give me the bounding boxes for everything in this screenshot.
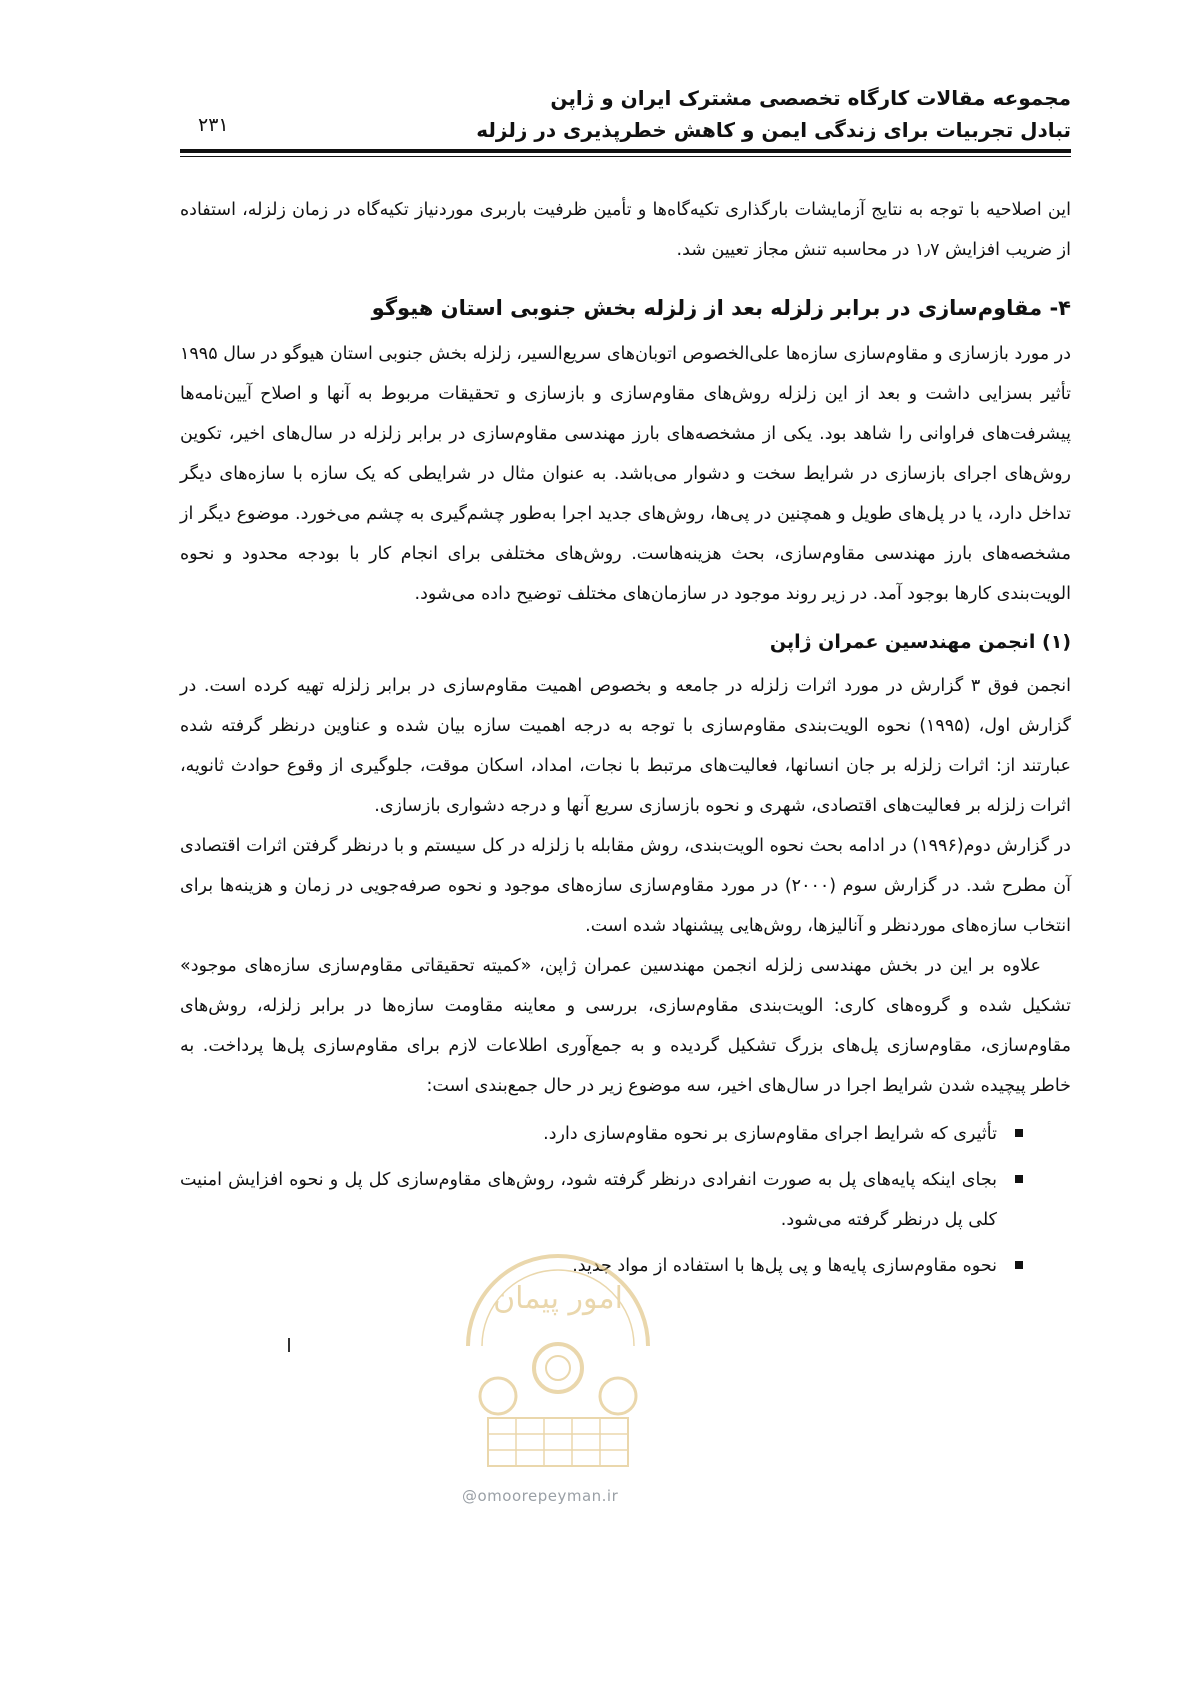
bullet-text: بجای اینکه پایه‌های پل به صورت انفرادی درنظر گرفته شود، روش‌های مقاوم‌سازی کل پل و نحوه افزایش امنیت کلی پل درنظر گرفته می‌شود.: [180, 1170, 997, 1230]
intro-paragraph: این اصلاحیه با توجه به نتایج آزمایشات بارگذاری تکیه‌گاه‌ها و تأمین ظرفیت باربری موردنیاز تکیه‌گاه در زمان زلزله، استفاده از ضریب افزایش ۱٫۷ در محاسبه تنش مجاز تعیین شد.: [180, 200, 1071, 260]
subsection-heading: (۱) انجمن مهندسین عمران ژاپن: [769, 631, 1071, 653]
watermark-site-text: @omoorepeyman.ir: [462, 1487, 619, 1505]
watermark-logo-text: امور پیمان: [493, 1281, 623, 1316]
page-header: [180, 82, 1071, 146]
bullet-text: تأثیری که شرایط اجرای مقاوم‌سازی بر نحوه مقاوم‌سازی دارد.: [543, 1124, 997, 1144]
paragraph-3: علاوه بر این در بخش مهندسی زلزله انجمن مهندسین عمران ژاپن، «کمیته تحقیقاتی مقاوم‌سازی سازه‌های موجود» تشکیل شده و گروه‌های کاری: الویت‌بندی مقاوم‌سازی، بررسی و معاینه مقاومت سازه‌ها در برابر زلزله، روش‌های مقاوم‌سازی، مقاوم‌سازی پل‌های بزرگ تشکیل گردیده و به جمع‌آوری اطلاعات لازم برای مقاوم‌سازی پل‌ها پرداخت. به خاطر پیچیده شدن شرایط اجرا در سال‌های اخیر، سه موضوع زیر در حال جمع‌بندی است:: [180, 956, 1071, 1096]
section-heading: ۴- مقاوم‌سازی در برابر زلزله بعد از زلزله بخش جنوبی استان هیوگو: [371, 296, 1071, 320]
bullet-item: [180, 1114, 1023, 1154]
stray-mark: [288, 1338, 290, 1352]
square-bullet-icon: [1015, 1261, 1023, 1269]
header-title-line2: تبادل تجربیات برای زندگی ایمن و کاهش خطرپذیری در زلزله: [476, 118, 1071, 142]
header-titles: [180, 82, 1071, 146]
header-rule-thick: [180, 149, 1071, 153]
square-bullet-icon: [1015, 1129, 1023, 1137]
header-rule-thin: [180, 156, 1071, 157]
square-bullet-icon: [1015, 1175, 1023, 1183]
paragraph-1: انجمن فوق ۳ گزارش در مورد اثرات زلزله در جامعه و بخصوص اهمیت مقاوم‌سازی در برابر زلزله تهیه کرده است. در گزارش اول، (۱۹۹۵) نحوه الویت‌بندی مقاوم‌سازی با توجه به درجه اهمیت سازه بیان شده و عناوین درنظر گرفته شده عبارتند از: اثرات زلزله بر جان انسانها، فعالیت‌های مرتبط با نجات، امداد، اسکان موقت، جلوگیری از وقوع حوادث ثانویه، اثرات زلزله بر فعالیت‌های اقتصادی، شهری و نحوه بازسازی سریع آنها و درجه دشواری بازسازی.: [180, 676, 1071, 816]
page-number: ۲۳۱: [198, 114, 229, 136]
watermark-logo-icon: [458, 1228, 658, 1478]
section-paragraph: در مورد بازسازی و مقاوم‌سازی سازه‌ها علی‌الخصوص اتوبان‌های سریع‌السیر، زلزله بخش جنوبی استان هیوگو در سال ۱۹۹۵ تأثیر بسزایی داشت و بعد از این زلزله روش‌های مقاوم‌سازی و بازسازی و تحقیقات مربوط به آنها و اصلاح آیین‌نامه‌ها پیشرفت‌های فراوانی را شاهد بود. یکی از مشخصه‌های بارز مهندسی مقاوم‌سازی در برابر زلزله در سال‌های اخیر، تکوین روش‌های اجرای بازسازی در شرایط سخت و دشوار می‌باشد. به عنوان مثال در شرایطی که یک سازه با سازه‌های دیگر تداخل دارد، یا در پل‌های طویل و همچنین در پی‌ها، روش‌های جدید اجرا به‌طور چشم‌گیری به چشم می‌خورد. موضوع دیگر از مشخصه‌های بارز مهندسی مقاوم‌سازی، بحث هزینه‌هاست. روش‌های مختلفی برای انجام کار با بودجه محدود و نحوه الویت‌بندی کارها بوجود آمد. در زیر روند موجود در سازمان‌های مختلف توضیح داده می‌شود.: [180, 344, 1071, 604]
bullet-text: نحوه مقاوم‌سازی پایه‌ها و پی پل‌ها با استفاده از مواد جدید.: [572, 1256, 997, 1276]
header-title-line1: مجموعه مقالات کارگاه تخصصی مشترک ایران و ژاپن: [550, 86, 1071, 110]
paragraph-2: در گزارش دوم(۱۹۹۶) در ادامه بحث نحوه الویت‌بندی، روش مقابله با زلزله در کل سیستم و با درنظر گرفتن اثرات اقتصادی آن مطرح شد. در گزارش سوم (۲۰۰۰) در مورد مقاوم‌سازی سازه‌های موجود و نحوه صرفه‌جویی در زمان و هزینه‌ها برای انتخاب سازه‌های موردنظر و آنالیزها، روش‌هایی پیشنهاد شده است.: [180, 836, 1071, 936]
page-body: [180, 190, 1071, 1292]
